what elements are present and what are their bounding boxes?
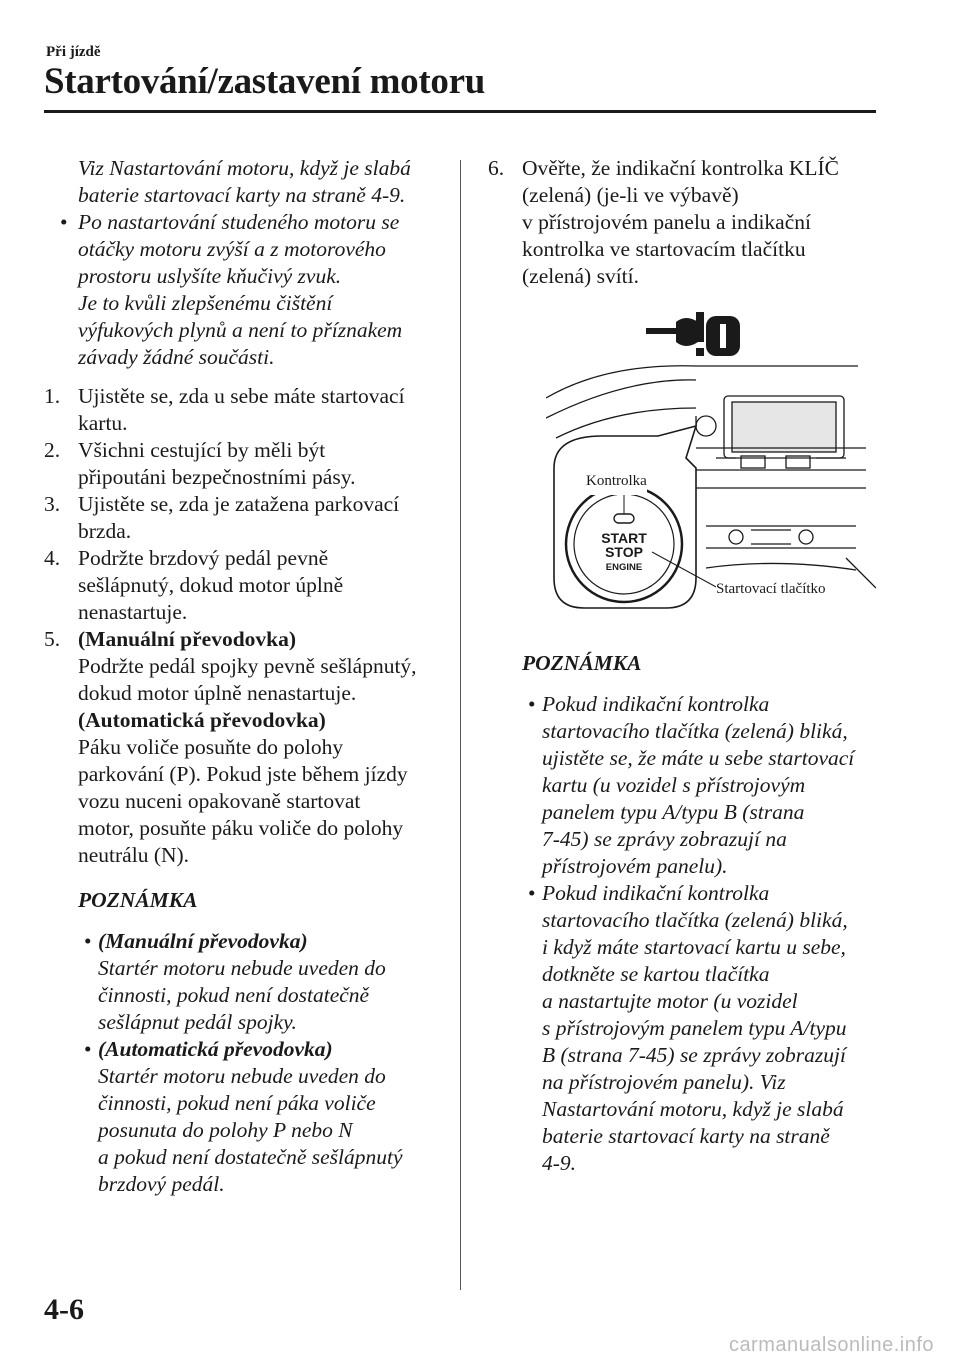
left-column: [44, 155, 444, 1198]
button-text-engine: ENGINE: [605, 562, 643, 573]
manual-heading: (Manuální převodovka): [78, 627, 297, 651]
continued-note: [44, 155, 444, 209]
text-line: baterie startovací karty na straně: [542, 1124, 830, 1148]
page-number: 4-6: [44, 1293, 84, 1326]
note-bullet: [44, 209, 444, 371]
text-line: sešlápnutý, dokud motor úplně: [78, 573, 344, 597]
section-label: Při jízdě: [46, 44, 101, 60]
text-line: otáčky motoru zvýší a z motorového: [78, 237, 386, 261]
key-warning-icon: [646, 312, 740, 356]
indicator-lamp: [614, 514, 634, 523]
text-line: na přístrojovém panelu). Viz: [542, 1070, 786, 1094]
text-line: dotkněte se kartou tlačítka: [542, 962, 770, 986]
note-heading: (Automatická převodovka): [98, 1037, 333, 1061]
text-line: sešlápnut pedál spojky.: [98, 1010, 297, 1034]
step-number: 6.: [488, 156, 505, 180]
text-line: Ujistěte se, zda je zatažena parkovací: [78, 492, 400, 516]
text-line: B (strana 7-45) se zprávy zobrazují: [542, 1043, 846, 1067]
right-column: [488, 155, 888, 1177]
step-6: [488, 155, 888, 290]
step-2: [44, 437, 444, 491]
text-line: baterie startovací karty na straně 4-9.: [78, 183, 406, 207]
text-line: a pokud není dostatečně sešlápnutý: [98, 1145, 403, 1169]
text-line: (zelená) svítí.: [522, 264, 640, 288]
bullet-dot: •: [84, 1037, 92, 1061]
text-line: Podržte brzdový pedál pevně: [78, 546, 329, 570]
step-number: 4.: [44, 546, 61, 570]
bullet-dot: •: [528, 692, 536, 716]
text-line: brzdový pedál.: [98, 1172, 225, 1196]
text-line: činnosti, pokud není páka voliče: [98, 1091, 376, 1115]
text-line: Nastartování motoru, když je slabá: [542, 1097, 844, 1121]
text-line: Pokud indikační kontrolka: [542, 692, 770, 716]
note-bullet: [44, 928, 444, 1036]
text-line: dokud motor úplně nenastartuje.: [78, 681, 357, 705]
text-line: Páku voliče posuňte do polohy: [78, 735, 344, 759]
text-line: a nastartujte motor (u vozidel: [542, 989, 798, 1013]
text-line: vozu nuceni opakovaně startovat: [78, 789, 361, 813]
step-4: [44, 545, 444, 626]
text-line: startovacího tlačítka (zelená) bliká,: [542, 719, 848, 743]
text-line: panelem typu A/typu B (strana: [542, 800, 805, 824]
text-line: posunuta do polohy P nebo N: [98, 1118, 353, 1142]
text-line: i když máte startovací kartu u sebe,: [542, 935, 846, 959]
text-line: činnosti, pokud není dostatečně: [98, 983, 370, 1007]
button-text-stop: STOP: [605, 544, 643, 560]
step-3: [44, 491, 444, 545]
text-line: parkování (P). Pokud jste během jízdy: [78, 762, 408, 786]
text-line: kartu (u vozidel s přístrojovým: [542, 773, 806, 797]
text-line: brzda.: [78, 519, 132, 543]
text-line: Podržte pedál spojky pevně sešlápnutý,: [78, 654, 417, 678]
text-line: 7-45) se zprávy zobrazují na: [542, 827, 787, 851]
text-line: prostoru uslyšíte kňučivý zvuk.: [78, 264, 342, 288]
text-line: Po nastartování studeného motoru se: [78, 210, 400, 234]
note-title: POZNÁMKA: [522, 651, 642, 675]
bullet-dot: •: [60, 210, 68, 234]
header-rule: [44, 110, 876, 113]
step-number: 2.: [44, 438, 61, 462]
text-line: Startér motoru nebude uveden do: [98, 956, 386, 980]
text-line: startovacího tlačítka (zelená) bliká,: [542, 908, 848, 932]
text-line: (zelená) (je-li ve výbavě): [522, 183, 739, 207]
step-1: [44, 383, 444, 437]
text-line: 4-9.: [542, 1151, 577, 1175]
text-line: Viz Nastartování motoru, když je slabá: [78, 156, 411, 180]
step-number: 3.: [44, 492, 61, 516]
column-divider: [460, 160, 461, 1290]
watermark: carmanualsonline.info: [728, 1334, 934, 1356]
note-bullet: [44, 1036, 444, 1198]
text-line: motor, posuňte páku voliče do polohy: [78, 816, 404, 840]
label-kontrolka: Kontrolka: [586, 468, 647, 495]
bullet-dot: •: [528, 881, 536, 905]
text-line: závady žádné součásti.: [78, 345, 275, 369]
page-title: Startování/zastavení motoru: [44, 61, 485, 102]
text-line: kartu.: [78, 411, 128, 435]
text-line: Ověřte, že indikační kontrolka KLÍČ: [522, 156, 840, 180]
start-button-figure: [546, 308, 876, 638]
text-line: Startér motoru nebude uveden do: [98, 1064, 386, 1088]
text-line: Je to kvůli zlepšenému čištění: [78, 291, 333, 315]
text-line: v přístrojovém panelu a indikační: [522, 210, 811, 234]
text-line: Pokud indikační kontrolka: [542, 881, 770, 905]
step-number: 1.: [44, 384, 61, 408]
text-line: s přístrojovým panelem typu A/typu: [542, 1016, 847, 1040]
note-title: POZNÁMKA: [78, 888, 198, 912]
bullet-dot: •: [84, 929, 92, 953]
step-5: [44, 626, 444, 869]
text-line: Ujistěte se, zda u sebe máte startovací: [78, 384, 405, 408]
text-line: kontrolka ve startovacím tlačítku: [522, 237, 806, 261]
text-line: ujistěte se, že máte u sebe startovací: [542, 746, 855, 770]
text-line: připoutáni bezpečnostními pásy.: [78, 465, 356, 489]
note-bullet: [488, 691, 888, 880]
text-line: Všichni cestující by měli být: [78, 438, 326, 462]
button-text-start: START: [601, 530, 647, 546]
text-line: nenastartuje.: [78, 600, 188, 624]
label-start-button: Startovací tlačítko: [716, 576, 826, 603]
text-line: neutrálu (N).: [78, 843, 190, 867]
step-number: 5.: [44, 627, 61, 651]
text-line: výfukových plynů a není to příznakem: [78, 318, 403, 342]
auto-heading: (Automatická převodovka): [78, 708, 326, 732]
text-line: přístrojovém panelu).: [542, 854, 728, 878]
note-bullet: [488, 880, 888, 1177]
note-heading: (Manuální převodovka): [98, 929, 308, 953]
